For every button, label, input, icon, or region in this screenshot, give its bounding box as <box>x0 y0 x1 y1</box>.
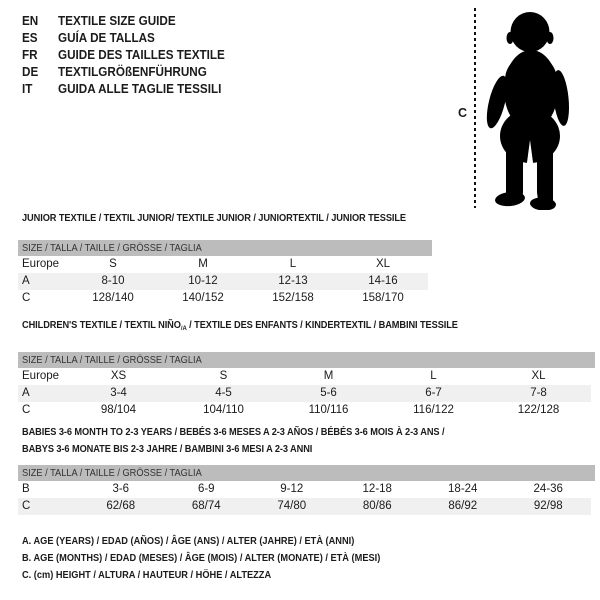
table-title-line <box>22 424 526 441</box>
footnote <box>22 550 429 567</box>
value-cell: XS <box>110 370 127 382</box>
baby-figure <box>452 6 598 212</box>
table-body <box>18 368 591 419</box>
language-row <box>22 12 243 29</box>
value-cell: 7-8 <box>530 387 547 399</box>
value-cell: XL <box>531 370 546 382</box>
value-cell: 14-16 <box>368 275 398 287</box>
table-title-line <box>22 441 526 458</box>
table-title-text: / TEXTILE DES ENFANTS / KINDERTEXTIL / BAMBINI TESSILE <box>186 319 458 331</box>
value-cell: 12-13 <box>278 275 308 287</box>
size-header-text: SIZE / TALLA / TAILLE / GRÖSSE / TAGLIA <box>22 467 202 479</box>
table-row <box>18 290 428 307</box>
value-cell: S <box>219 370 228 382</box>
height-measure-line <box>474 8 476 208</box>
language-code: FR <box>22 47 38 62</box>
value-cell: 104/110 <box>203 404 244 416</box>
value-cell: 5-6 <box>320 387 337 399</box>
table-title <box>18 211 458 225</box>
value-cell: 62/68 <box>106 500 136 512</box>
footnote <box>22 567 429 584</box>
value-cell: 24-36 <box>533 483 563 495</box>
value-cell: 9-12 <box>280 483 304 495</box>
language-code: DE <box>22 64 39 79</box>
language-title: TEXTILGRÖßENFÜHRUNG <box>58 64 207 79</box>
language-title-list <box>22 12 243 97</box>
row-label-cell: Europe <box>22 370 60 382</box>
value-cell: 3-4 <box>110 387 127 399</box>
value-cell: 98/104 <box>100 404 137 416</box>
table-title-text: BABYS 3-6 MONATE BIS 2-3 JAHRE / BAMBINI 3-6 MESI A 2-3 ANNI <box>22 443 313 455</box>
table-row <box>18 498 591 515</box>
table-title-text: /A <box>180 325 187 332</box>
table-title-text: CHILDREN'S TEXTILE / TEXTIL NIÑO <box>22 319 181 331</box>
size-header-text: SIZE / TALLA / TAILLE / GRÖSSE / TAGLIA <box>22 354 202 366</box>
value-cell: 92/98 <box>533 500 563 512</box>
size-header-text: SIZE / TALLA / TAILLE / GRÖSSE / TAGLIA <box>22 242 202 254</box>
language-row <box>22 80 243 97</box>
language-code: IT <box>22 81 33 96</box>
size-header-bar <box>18 240 432 256</box>
size-table-section <box>18 211 458 307</box>
table-row <box>18 385 591 402</box>
table-body <box>18 256 428 307</box>
footnote-text: C. (cm) HEIGHT / ALTURA / HAUTEUR / HÖHE / ALTEZZA <box>22 569 272 581</box>
table-title-line <box>22 211 406 225</box>
value-cell: XL <box>375 258 391 270</box>
size-table <box>18 368 591 419</box>
value-cell: 140/152 <box>182 292 224 304</box>
value-cell: 128/140 <box>92 292 134 304</box>
language-title: GUÍA DE TALLAS <box>58 30 155 45</box>
language-row <box>22 46 243 63</box>
value-cell: 18-24 <box>448 483 478 495</box>
table-row <box>18 481 591 498</box>
language-title: GUIDE DES TAILLES TEXTILE <box>58 47 225 62</box>
size-table <box>18 256 428 307</box>
value-cell: 8-10 <box>101 275 125 287</box>
language-row <box>22 29 243 46</box>
language-title: GUIDA ALLE TAGLIE TESSILI <box>58 81 222 96</box>
footnote-text: A. AGE (YEARS) / EDAD (AÑOS) / ÂGE (ANS) / ALTER (JAHRE) / ETÀ (ANNI) <box>22 535 355 547</box>
size-table <box>18 481 591 515</box>
footnote <box>22 533 429 550</box>
value-cell: S <box>109 258 117 270</box>
value-cell: 86/92 <box>448 500 478 512</box>
row-label-cell: C <box>22 500 31 512</box>
value-cell: 3-6 <box>112 483 130 495</box>
footnote-text: B. AGE (MONTHS) / EDAD (MESES) / ÂGE (MOIS) / ALTER (MONATE) / ETÀ (MESI) <box>22 552 381 564</box>
value-cell: 110/116 <box>308 404 349 416</box>
table-row <box>18 402 591 419</box>
value-cell: 4-5 <box>215 387 232 399</box>
table-row <box>18 256 428 273</box>
value-cell: 158/170 <box>362 292 404 304</box>
value-cell: L <box>430 370 437 382</box>
row-label-cell: A <box>22 387 30 399</box>
language-title: TEXTILE SIZE GUIDE <box>58 13 176 28</box>
row-label-cell: A <box>22 275 30 287</box>
height-dimension-label: C <box>458 106 468 120</box>
table-title-text: JUNIOR TEXTILE / TEXTIL JUNIOR/ TEXTILE JUNIOR / JUNIORTEXTIL / JUNIOR TESSILE <box>22 212 407 224</box>
value-cell: 6-9 <box>197 483 215 495</box>
value-cell: 116/122 <box>413 404 454 416</box>
row-label-cell: C <box>22 292 31 304</box>
value-cell: L <box>289 258 297 270</box>
value-cell: 74/80 <box>277 500 307 512</box>
row-label-cell: C <box>22 404 31 416</box>
size-table-section <box>18 318 595 419</box>
row-label-cell: B <box>22 483 30 495</box>
table-row <box>18 273 428 290</box>
value-cell: 80/86 <box>362 500 392 512</box>
language-code: EN <box>22 13 39 28</box>
value-cell: 6-7 <box>425 387 442 399</box>
language-row <box>22 63 243 80</box>
baby-silhouette-icon <box>483 10 587 210</box>
footnote-list <box>22 533 429 584</box>
value-cell: 12-18 <box>362 483 392 495</box>
size-header-bar <box>18 352 595 368</box>
value-cell: 122/128 <box>517 404 560 416</box>
table-title <box>18 424 595 458</box>
value-cell: 68/74 <box>191 500 221 512</box>
size-table-section <box>18 424 595 515</box>
table-title-text: BABIES 3-6 MONTH TO 2-3 YEARS / BEBÉS 3-6 MESES A 2-3 AÑOS / BÉBÉS 3-6 MOIS À 2-3 ANS / <box>22 426 445 438</box>
row-label-cell: Europe <box>22 258 60 270</box>
value-cell: M <box>198 258 208 270</box>
table-row <box>18 368 591 385</box>
size-header-bar <box>18 465 595 481</box>
value-cell: 152/158 <box>272 292 314 304</box>
table-title <box>18 318 595 336</box>
value-cell: 10-12 <box>188 275 218 287</box>
language-code: ES <box>22 30 38 45</box>
table-body <box>18 481 591 515</box>
value-cell: M <box>323 370 334 382</box>
table-title-line <box>22 318 526 336</box>
